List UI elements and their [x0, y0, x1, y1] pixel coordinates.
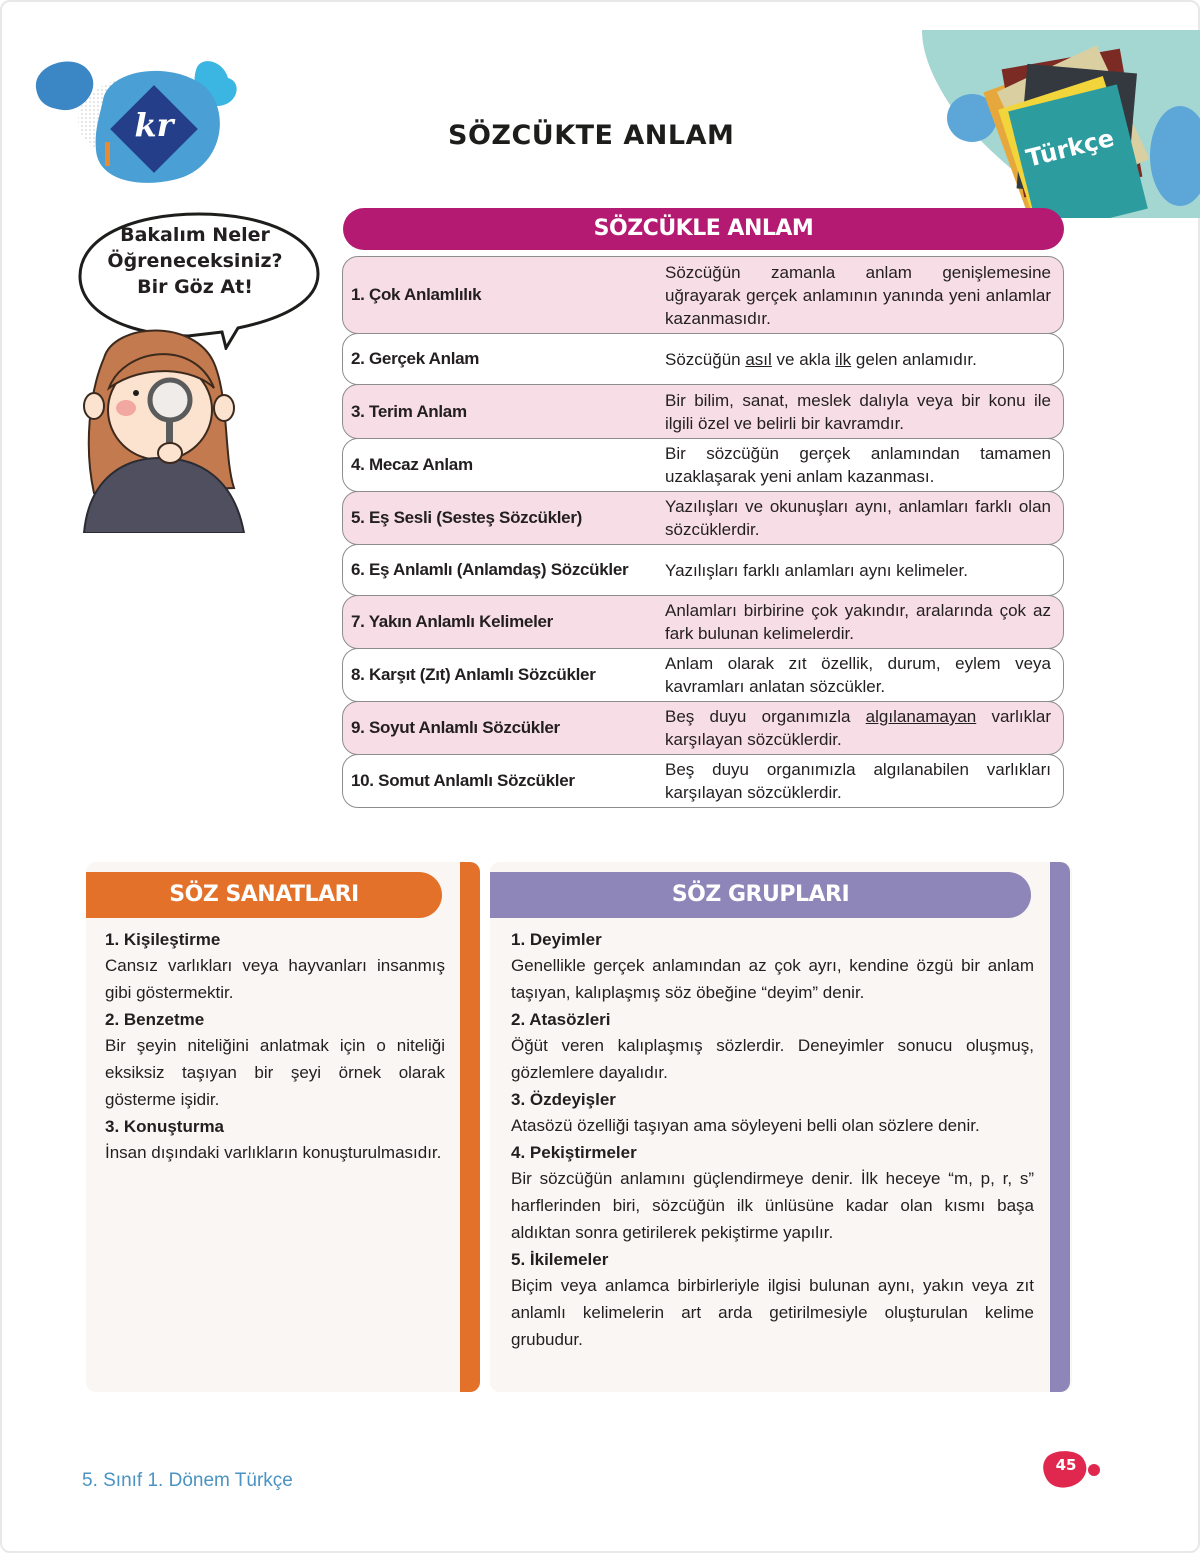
accent-bar: [1050, 862, 1070, 1392]
kr-akademi-logo: [28, 40, 243, 190]
definition: Sözcüğün zamanla anlam genişlemesine uğrayarak gerçek anlamının yanında yeni anlamlar kazanmasıdır.: [665, 262, 1051, 328]
table-row: [342, 701, 1064, 755]
item-text: Bir sözcüğün anlamını güçlendirmeye denir. İlk heceye “m, p, r, s” harflerinden biri, sözcüğün ilk ünlüsüne kadar olan kısmı başa aldıktan sonra getirilerek pekiştirme yapılır.: [511, 1169, 1034, 1242]
accent-bar: [460, 862, 480, 1392]
definition: Anlamları birbirine çok yakındır, aralarında çok az fark bulunan kelimelerdir.: [665, 601, 1051, 643]
term: 6. Eş Anlamlı (Anlamdaş) Sözcükler: [351, 560, 629, 579]
sozcukle-anlam-header: SÖZCÜKLE ANLAM: [343, 208, 1064, 250]
definition: Sözcüğün asıl ve akla ilk gelen anlamıdır.: [665, 349, 977, 369]
speech-bubble-text: [80, 222, 310, 300]
table-row: [342, 256, 1064, 334]
item-text: Genellikle gerçek anlamından az çok ayrı, kendine özgü bir anlam taşıyan, kalıplaşmış söz öbeğine “deyim” denir.: [511, 956, 1034, 1002]
table-row: [342, 384, 1064, 439]
svg-text:Türkçe: Türkçe: [1023, 123, 1117, 173]
item-title: 3. Konuşturma: [105, 1117, 225, 1136]
table-row: [342, 544, 1064, 596]
item-title: 1. Kişileştirme: [105, 930, 221, 949]
underlined-word: algılanamayan: [865, 707, 977, 726]
bubble-line: Bakalım Neler: [120, 224, 270, 246]
term: 3. Terim Anlam: [351, 401, 467, 421]
girl-with-magnifier-illustration: [74, 318, 254, 533]
term: 10. Somut Anlamlı Sözcükler: [351, 771, 575, 790]
term: 1. Çok Anlamlılık: [351, 285, 482, 304]
sozcukle-anlam-table: [342, 256, 1064, 807]
soz-sanatlari-panel: [86, 862, 480, 1392]
table-row: [342, 333, 1064, 385]
item-text: Atasözü özelliği taşıyan ama söyleyeni belli olan sözlere denir.: [511, 1116, 980, 1135]
table-row: [342, 438, 1064, 492]
definition: Anlam olarak zıt özellik, durum, eylem veya kavramları anlatan sözcükler.: [665, 654, 1051, 696]
soz-gruplari-panel: [490, 862, 1072, 1392]
definition: Yazılışları ve okunuşları aynı, anlamları farklı olan sözcüklerdir.: [665, 497, 1051, 539]
soz-gruplari-list: [511, 926, 1034, 1355]
item-title: 4. Pekiştirmeler: [511, 1143, 637, 1162]
definition: Beş duyu organımızla algılanamayan varlıklar karşılayan sözcüklerdir.: [665, 707, 1051, 749]
soz-gruplari-header: SÖZ GRUPLARI: [490, 872, 1031, 918]
definition: Bir bilim, sanat, meslek dalıyla veya bir konu ile ilgili özel ve belirli bir kavramdır.: [665, 390, 1051, 433]
soz-sanatlari-header: SÖZ SANATLARI: [86, 872, 442, 918]
table-row: [342, 648, 1064, 702]
term: 7. Yakın Anlamlı Kelimeler: [351, 612, 553, 631]
soz-sanatlari-list: [105, 926, 445, 1168]
table-row: [342, 754, 1064, 808]
item-title: 1. Deyimler: [511, 930, 602, 949]
svg-text:kr: kr: [134, 106, 174, 144]
footer-course-label: 5. Sınıf 1. Dönem Türkçe: [82, 1470, 293, 1491]
item-text: Biçim veya anlamca birbirleriyle ilgisi bulunan aynı, yakın veya zıt anlamlı kelimelerin art arda getirilmesiyle oluşturulan kelime grubudur.: [511, 1276, 1034, 1349]
bubble-line: Bir Göz At!: [137, 276, 253, 298]
item-text: İnsan dışındaki varlıkların konuşturulmasıdır.: [105, 1143, 442, 1162]
item-text: Öğüt veren kalıplaşmış sözlerdir. Deneyimler sonucu oluşmuş, gözlemlere dayalıdır.: [511, 1036, 1034, 1082]
term: 2. Gerçek Anlam: [351, 349, 480, 368]
turkce-books-illustration: [922, 28, 1200, 218]
definition: Beş duyu organımızla algılanabilen varlıkları karşılayan sözcüklerdir.: [665, 760, 1051, 802]
item-title: 5. İkilemeler: [511, 1250, 609, 1269]
item-title: 2. Benzetme: [105, 1010, 205, 1029]
page-number: 45: [1055, 1456, 1077, 1474]
definition: Bir sözcüğün gerçek anlamından tamamen uzaklaşarak yeni anlam kazanması.: [665, 444, 1051, 486]
item-text: Bir şeyin niteliğini anlatmak için o niteliği eksiksiz taşıyan bir şeyi örnek olarak gösterme işidir.: [105, 1036, 445, 1109]
term: 9. Soyut Anlamlı Sözcükler: [351, 718, 560, 737]
term: 5. Eş Sesli (Sesteş Sözcükler): [351, 508, 583, 527]
item-title: 2. Atasözleri: [511, 1010, 611, 1029]
table-row: [342, 491, 1064, 545]
definition: Yazılışları farklı anlamları aynı kelimeler.: [665, 560, 968, 580]
page-title: SÖZCÜKTE ANLAM: [448, 120, 735, 151]
underlined-word: ilk: [835, 349, 852, 369]
bubble-line: Öğreneceksiniz?: [107, 250, 283, 272]
table-row: [342, 595, 1064, 649]
underlined-word: asıl: [745, 349, 772, 369]
term: 4. Mecaz Anlam: [351, 455, 473, 474]
item-title: 3. Özdeyişler: [511, 1090, 616, 1109]
term: 8. Karşıt (Zıt) Anlamlı Sözcükler: [351, 665, 596, 684]
item-text: Cansız varlıkları veya hayvanları insanmış gibi göstermektir.: [105, 956, 445, 1002]
